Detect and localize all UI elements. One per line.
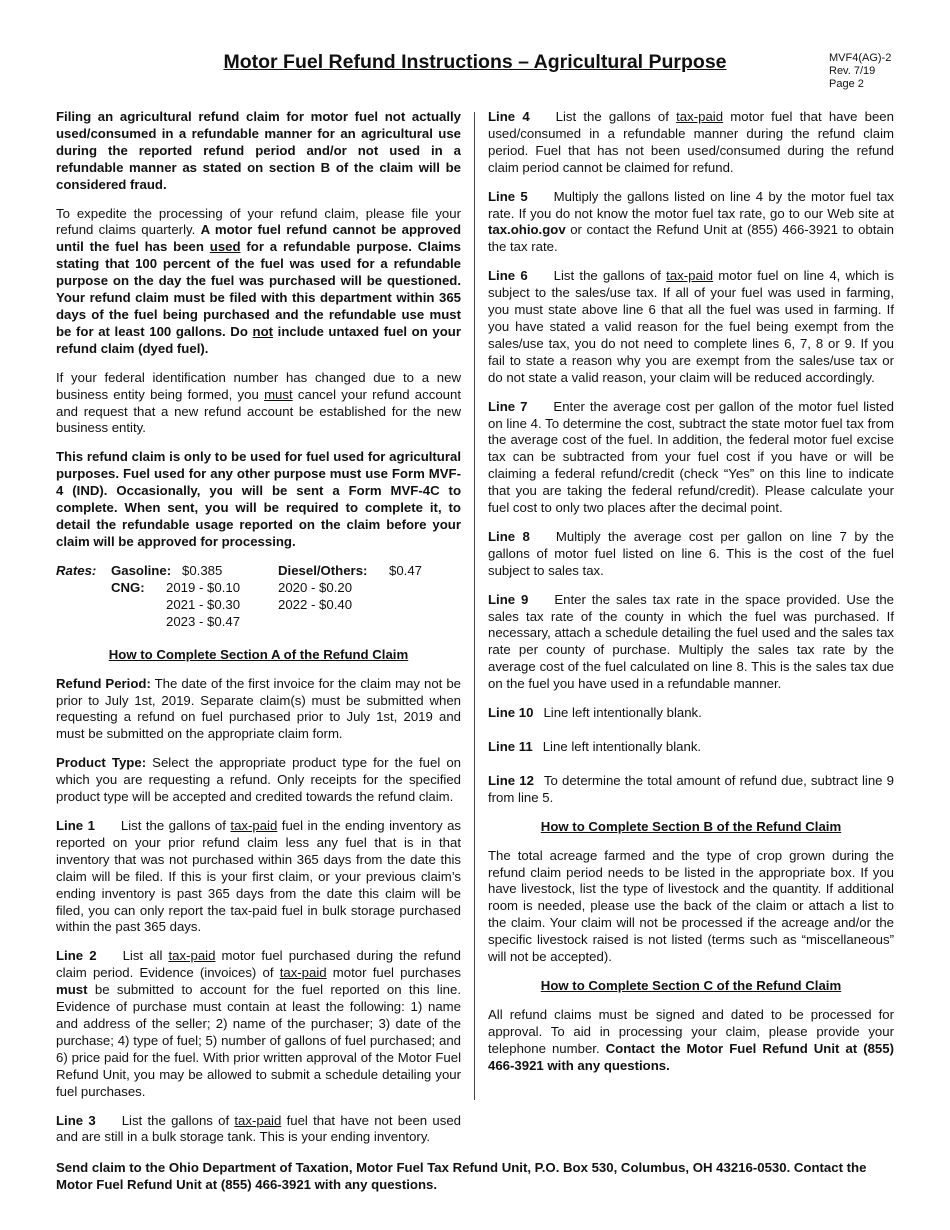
line-2-must: must: [56, 982, 88, 998]
product-type-label: Product Type:: [56, 755, 147, 771]
line-3-text-2: fuel that have not been used and are still in a bulk storage tank. This is your ending inventory.: [56, 1112, 461, 1145]
cng-rate-2021: 2021 - $0.30: [166, 596, 241, 612]
tax-website-link: tax.ohio.gov: [488, 222, 566, 238]
line-5-paragraph: [488, 189, 894, 257]
mailing-footer: Send claim to the Ohio Department of Taxation, Motor Fuel Tax Refund Unit, P.O. Box 530, Columbus, OH 43216-0530. Contact the Motor Fuel Refund Unit at (855) 466-3921 with any questions.: [56, 1160, 867, 1192]
refund-period-paragraph: [56, 676, 461, 744]
section-c-contact: Contact the Motor Fuel Refund Unit at (855) 466-3921 with any questions.: [488, 1040, 894, 1073]
rates-table: [56, 563, 461, 633]
line-6-text-1: List the gallons of: [553, 268, 667, 284]
line-3-text-1: List the gallons of: [121, 1112, 235, 1128]
expedite-bold-3: include untaxed fuel on your refund claim (dyed fuel).: [56, 323, 461, 356]
line-8-text: Multiply the average cost per gallon on line 7 by the gallons of motor fuel listed on line 6. This is the cost of the fuel subject to sales tax.: [488, 528, 894, 578]
fein-paragraph: [56, 370, 461, 438]
line-1-text-1: List the gallons of: [120, 818, 231, 833]
gasoline-rate: $0.385: [182, 562, 223, 578]
line-12-label: Line 12: [488, 772, 534, 788]
cng-rate-2022: 2022 - $0.40: [278, 596, 353, 612]
line-11-paragraph: [488, 739, 894, 756]
refund-period-text: The date of the first invoice for the claim may not be prior to July 1st, 2019. Separate claim(s) must be submitted when requesting a refund on fuel purchased prior to July 1st, 2019 and must be submitted on the appropriate claim form.: [56, 675, 461, 742]
section-c-text: All refund claims must be signed and dated to be processed for approval. To aid in processing your claim, please provide your telephone number.: [488, 1006, 894, 1056]
line-1-label: Line 1: [56, 818, 95, 833]
expedite-not: not: [252, 323, 274, 339]
line-4-text-1: List the gallons of: [555, 109, 677, 124]
line-9-text: Enter the sales tax rate in the space provided. Use the sales tax rate of the county in which the fuel was purchased. If necessary, attach a schedule detailing the fuel used and the sales tax rate per county of purchase. Multiply the sales tax rate by the average cost of the fuel calculated on line 8. This is the sales tax due on the fuel you have used in a refundable manner.: [488, 591, 895, 692]
line-2-text-3: motor fuel purchases: [326, 965, 461, 981]
line-11-label: Line 11: [488, 739, 533, 754]
line-3-tax-paid: tax-paid: [234, 1112, 282, 1128]
line-2-text-4: be submitted to account for the fuel reported on this line. Evidence of purchase must contain at least the following: 1) name and address of the seller; 2) name of the purchaser; 3) date of the purchase; 4) type of fuel; 5) number of gallons of fuel purchased; and 6) price paid for the fuel. With prior written approval of the Motor Fuel Refund Unit, you may be allowed to submit a schedule detailing your fuel purchases.: [56, 982, 461, 1099]
page-title: Motor Fuel Refund Instructions – Agricultural Purpose: [223, 51, 727, 73]
expedite-bold-2: for a refundable purpose. Claims stating that 100 percent of the fuel was used for a refundable purpose on the day the fuel was purchased will be questioned. Your refund claim must be filed with this department within 365 days of the fuel being purchased and the refundable use must be for at least 100 gallons. Do: [56, 239, 461, 339]
right-column: [488, 109, 894, 1087]
cng-rate-2020: 2020 - $0.20: [278, 579, 353, 595]
section-c-paragraph: [488, 1007, 894, 1075]
diesel-label: Diesel/Others:: [278, 562, 368, 578]
revision-date: Rev. 7/19: [829, 65, 876, 77]
fein-text-1: If your federal identification number has changed due to a new business entity being formed, you: [56, 369, 461, 402]
line-10-label: Line 10: [488, 705, 534, 721]
refund-period-label: Refund Period:: [56, 675, 151, 691]
cng-rate-2019: 2019 - $0.10: [166, 579, 241, 595]
line-2-paragraph: [56, 948, 461, 1100]
line-1-tax-paid: tax-paid: [230, 818, 278, 833]
section-b-text: The total acreage farmed and the type of crop grown during the refund claim period needs to be listed in the appropriate box. If you have livestock, list the type of livestock and the quantity. If additional room is needed, please use the back of the claim or attach a list to the claim. Your claim will not be processed if the acreage and/or the specific livestock raised is not listed (terms such as “miscellaneous” will not be accepted).: [488, 847, 894, 965]
cng-label: CNG:: [111, 579, 145, 595]
line-5-text-2: or contact the Refund Unit at (855) 466-3921 to obtain the tax rate.: [488, 222, 894, 255]
fein-text-2: cancel your refund account and request that a new refund account be established for the new business entity.: [56, 386, 461, 436]
line-7-label: Line 7: [488, 398, 528, 414]
line-8-paragraph: [488, 529, 894, 580]
line-10-text: Line left intentionally blank.: [543, 705, 702, 721]
expedite-paragraph: [56, 206, 461, 358]
section-b-heading: How to Complete Section B of the Refund Claim: [540, 818, 842, 834]
line-1-paragraph: [56, 818, 461, 936]
product-type-paragraph: [56, 755, 461, 806]
gasoline-label: Gasoline:: [111, 562, 172, 578]
line-2-label: Line 2: [56, 948, 97, 964]
line-7-text: Enter the average cost per gallon of the motor fuel listed on line 4. To determine the cost, subtract the state motor fuel tax from the average cost of the fuel. In addition, the federal motor fuel excise tax can be subtracted from your fuel cost if you have or will be claiming a federal refund/credit (check “Yes” on this line to indicate that you are taking the federal refund/credit). Please calculate your fuel cost to only two places after the decimal point.: [488, 398, 894, 516]
expedite-bold-1: A motor fuel refund cannot be approved until the fuel has been: [56, 222, 461, 255]
line-4-text-2: motor fuel that have been used/consumed in a refundable manner during the refund claim period. Fuel that has not been used/consumed during the refund claim period cannot be claimed for refund.: [488, 109, 894, 175]
product-type-text: Select the appropriate product type for the fuel on which you are requesting a refund. Only receipts for the specified product type will be accepted and credited towards the refund claim.: [56, 755, 461, 805]
line-6-text-2: motor fuel on line 4, which is subject to the sales/use tax. If all of your fuel was used in farming, you must state above line 6 that all the fuel was used in farming. If you have stated a valid reason for the fuel being exempt from the sales/use tax, you do not need to complete lines 6, 7, 8 or 9. If you fail to state a reason why you are exempt from the sales/use tax or do not state a valid reason, your claim will be reduced accordingly.: [488, 268, 894, 385]
line-7-paragraph: [488, 399, 894, 517]
expedite-text: To expedite the processing of your refund claim, please file your refund claims quarterly.: [56, 205, 461, 238]
line-2-tax-paid-1: tax-paid: [168, 948, 216, 964]
line-3-label: Line 3: [56, 1112, 96, 1128]
section-a-heading: How to Complete Section A of the Refund Claim: [108, 646, 409, 662]
fein-must: must: [264, 386, 293, 402]
line-4-paragraph: [488, 109, 894, 177]
line-12-text: To determine the total amount of refund due, subtract line 9 from line 5.: [488, 772, 894, 805]
line-6-paragraph: [488, 268, 894, 386]
column-divider: [474, 112, 475, 1100]
agricultural-only-notice: This refund claim is only to be used for fuel used for agricultural purposes. Fuel used for any other purpose must use Form MVF-4 (IND). Occasionally, you will be sent a Form MVF-4C to complete. When sent, you will be required to complete it, to detail the refundable usage reported on the claim before your claim will be approved for processing.: [56, 449, 461, 549]
line-6-tax-paid: tax-paid: [666, 268, 714, 284]
section-c-heading: How to Complete Section C of the Refund Claim: [540, 977, 842, 993]
line-11-text: Line left intentionally blank.: [542, 739, 702, 754]
line-9-paragraph: [488, 592, 894, 693]
line-2-text-1: List all: [122, 948, 169, 964]
line-2-text-2: motor fuel purchased during the refund claim period. Evidence (invoices) of: [56, 948, 462, 981]
rates-label: Rates:: [56, 562, 97, 578]
line-2-tax-paid-2: tax-paid: [279, 965, 327, 981]
form-identifier: [829, 52, 891, 91]
line-8-label: Line 8: [488, 528, 530, 544]
fraud-warning: Filing an agricultural refund claim for motor fuel not actually used/consumed in a refundable manner for an agricultural use during the reported refund period and/or not used in a refundable manner as stated on section B of the claim will be considered fraud.: [56, 109, 461, 192]
expedite-used: used: [209, 239, 241, 255]
line-6-label: Line 6: [488, 268, 528, 284]
line-12-paragraph: [488, 773, 894, 807]
line-4-tax-paid: tax-paid: [676, 109, 724, 124]
line-4-label: Line 4: [488, 109, 530, 124]
line-5-text-1: Multiply the gallons listed on line 4 by the motor fuel tax rate. If you do not know the motor fuel tax rate, go to our Web site at: [488, 188, 894, 221]
page-number: Page 2: [829, 78, 864, 90]
diesel-rate: $0.47: [389, 562, 423, 578]
cng-rate-2023: 2023 - $0.47: [166, 613, 241, 629]
left-column: [56, 109, 461, 1158]
line-1-text-2: fuel in the ending inventory as reported on your prior refund claim less any fuel that is in that inventory that was not purchased within 365 days from the date this claim will be filed. If this is your first claim, or your previous claim’s ending inventory is past 365 days from the date this claim will be filed, you can only report the tax-paid fuel in bulk storage purchased within the past 365 days.: [56, 818, 461, 935]
line-5-label: Line 5: [488, 188, 528, 204]
line-9-label: Line 9: [488, 591, 529, 607]
expedite-bold: [56, 222, 461, 355]
line-3-paragraph: [56, 1113, 461, 1147]
line-10-paragraph: [488, 705, 894, 722]
form-number: MVF4(AG)-2: [829, 52, 892, 64]
